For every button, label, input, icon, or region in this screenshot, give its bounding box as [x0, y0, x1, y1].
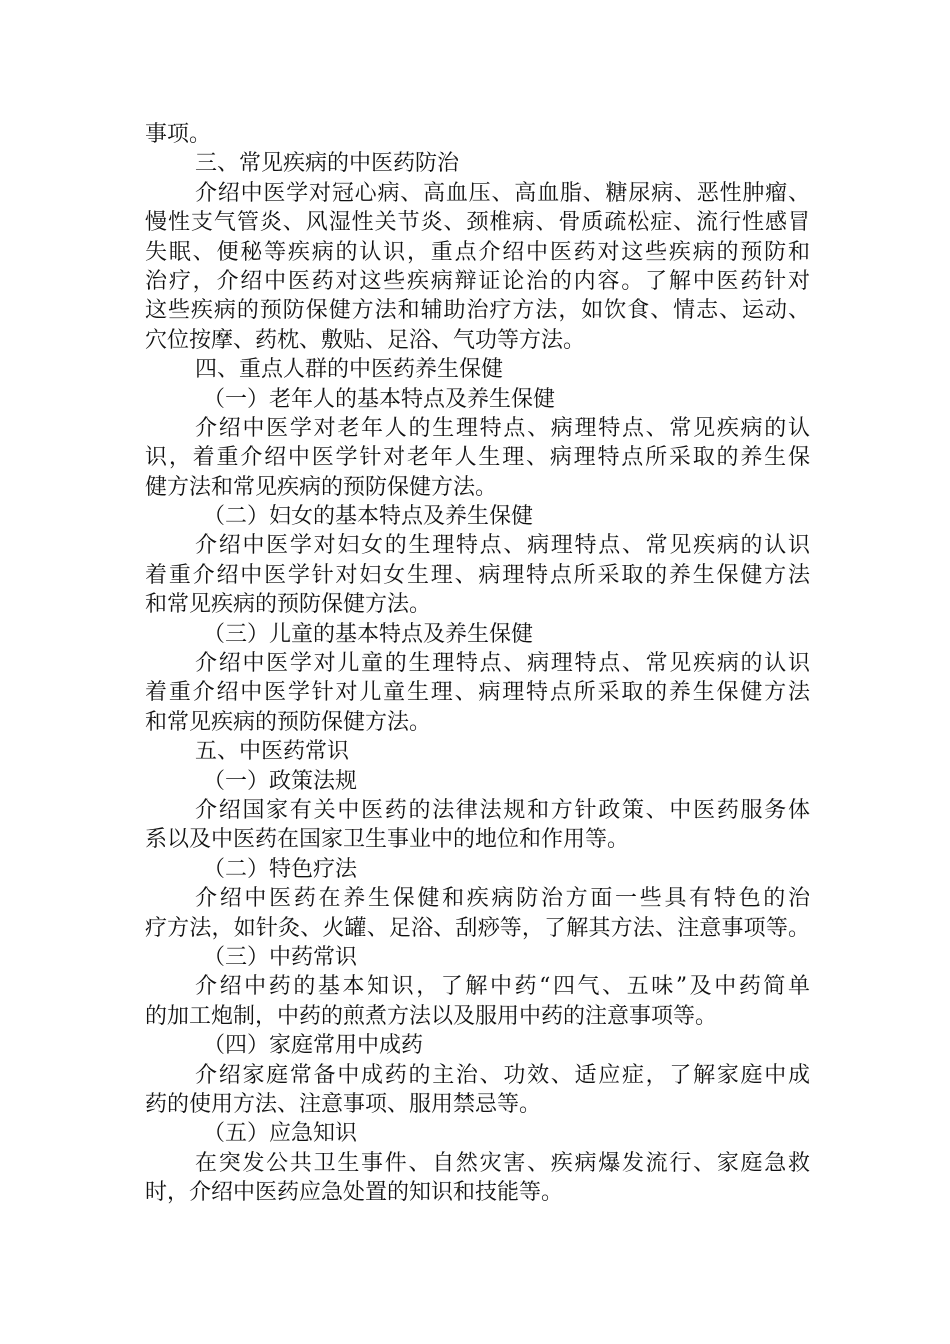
subsection-heading: （三）中药常识	[203, 944, 358, 970]
body-text-line: 这些疾病的预防保健方法和辅助治疗方法，如饮食、情志、运动、	[145, 298, 810, 324]
subsection-heading: （二）妇女的基本特点及养生保健	[203, 504, 534, 530]
body-text-line: 的加工炮制，中药的煎煮方法以及服用中药的注意事项等。	[145, 1003, 718, 1029]
body-text-line: 介绍中药的基本知识，了解中药“四气、五味”及中药简单	[195, 974, 810, 1000]
body-text-line: 系以及中医药在国家卫生事业中的地位和作用等。	[145, 827, 630, 853]
section-heading: 三、常见疾病的中医药防治	[195, 151, 460, 177]
body-text-line: 慢性支气管炎、风湿性关节炎、颈椎病、骨质疏松症、流行性感冒	[145, 210, 810, 236]
body-text-line: 时，介绍中医药应急处置的知识和技能等。	[145, 1180, 564, 1206]
body-text-line: 着重介绍中医学针对妇女生理、病理特点所采取的养生保健方法	[145, 562, 810, 588]
body-text-line: 介绍中医学对冠心病、高血压、高血脂、糖尿病、恶性肿瘤、	[195, 180, 810, 206]
section-heading: 五、中医药常识	[195, 739, 350, 765]
body-text-line: 介绍中医学对儿童的生理特点、病理特点、常见疾病的认识	[195, 651, 810, 677]
body-text-line: 识，着重介绍中医学针对老年人生理、病理特点所采取的养生保	[145, 445, 810, 471]
body-text-line: 健方法和常见疾病的预防保健方法。	[145, 474, 498, 500]
subsection-heading: （三）儿童的基本特点及养生保健	[203, 621, 534, 647]
body-text-line: 和常见疾病的预防保健方法。	[145, 709, 432, 735]
body-text-line: 介绍中医学对老年人的生理特点、病理特点、常见疾病的认	[195, 415, 810, 441]
document-body	[145, 120, 810, 1207]
body-text-line: 介绍国家有关中医药的法律法规和方针政策、中医药服务体	[195, 797, 810, 823]
subsection-heading: （五）应急知识	[203, 1121, 358, 1147]
subsection-heading: （一）政策法规	[203, 768, 358, 794]
body-text-line: 在突发公共卫生事件、自然灾害、疾病爆发流行、家庭急救	[195, 1150, 810, 1176]
body-text-line: 药的使用方法、注意事项、服用禁忌等。	[145, 1091, 542, 1117]
body-text-line: 着重介绍中医学针对儿童生理、病理特点所采取的养生保健方法	[145, 680, 810, 706]
body-text-line: 疗方法，如针灸、火罐、足浴、刮痧等，了解其方法、注意事项等。	[145, 915, 810, 941]
body-text-line: 介绍中医药在养生保健和疾病防治方面一些具有特色的治	[195, 886, 810, 912]
body-text-line: 介绍家庭常备中成药的主治、功效、适应症，了解家庭中成	[195, 1062, 810, 1088]
section-heading: 四、重点人群的中医药养生保健	[195, 357, 504, 383]
body-text-line: 介绍中医学对妇女的生理特点、病理特点、常见疾病的认识	[195, 533, 810, 559]
subsection-heading: （二）特色疗法	[203, 856, 358, 882]
body-text-line: 穴位按摩、药枕、敷贴、足浴、气功等方法。	[145, 327, 586, 353]
body-text-line: 治疗，介绍中医药对这些疾病辩证论治的内容。了解中医药针对	[145, 268, 810, 294]
subsection-heading: （一）老年人的基本特点及养生保健	[203, 386, 556, 412]
body-text-line: 和常见疾病的预防保健方法。	[145, 592, 432, 618]
body-text-line: 失眠、便秘等疾病的认识，重点介绍中医药对这些疾病的预防和	[145, 239, 810, 265]
body-text-line: 事项。	[145, 122, 212, 147]
subsection-heading: （四）家庭常用中成药	[203, 1033, 424, 1059]
